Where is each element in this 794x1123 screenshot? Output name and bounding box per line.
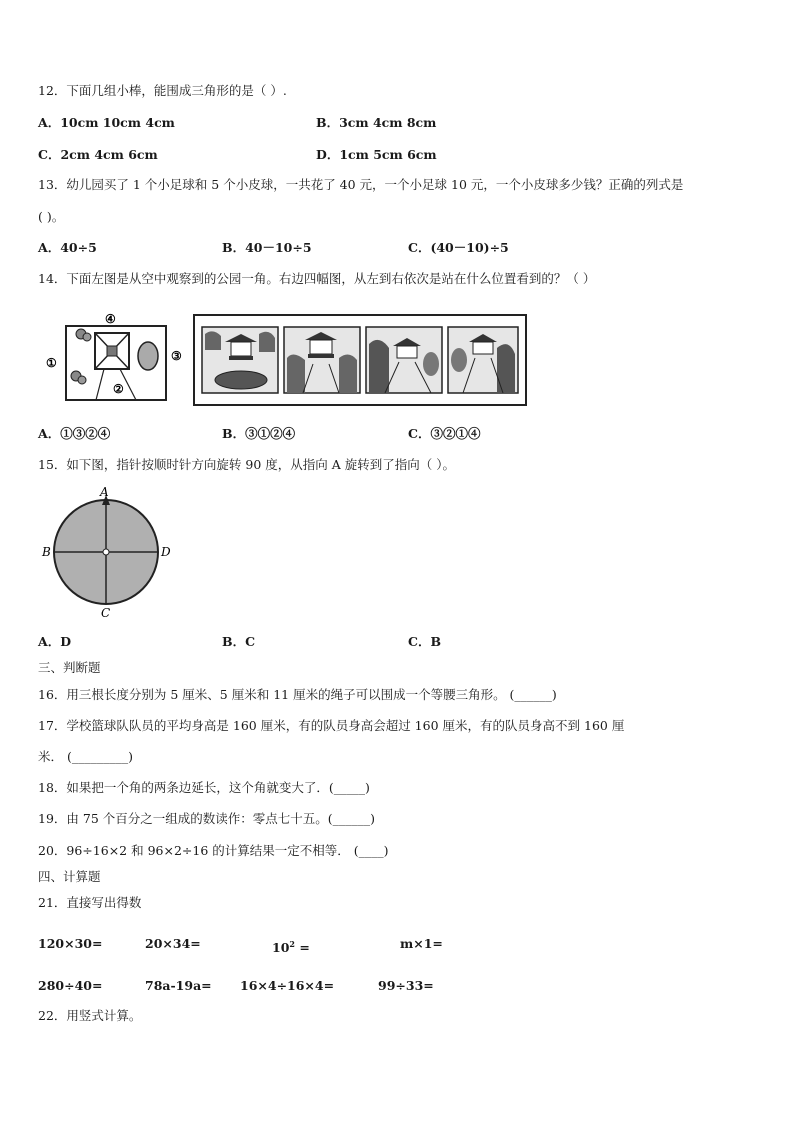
map-label-3: ③ (171, 349, 182, 363)
q12-option-b[interactable]: B．3cm 4cm 8cm (316, 115, 437, 130)
power-exponent: 2 (289, 939, 295, 949)
view-pictures-figure (193, 314, 527, 406)
q20-text: 20．96÷16×2 和 96×2÷16 的计算结果一定不相等． (____) (38, 843, 389, 858)
q13-option-c[interactable]: C．(40－10)÷5 (408, 240, 509, 255)
calc-item: 280÷40= (38, 978, 103, 993)
calc-item-power (272, 936, 310, 956)
power-base: 10 (272, 940, 290, 956)
map-label-1: ① (46, 356, 57, 370)
q21-text: 21．直接写出得数 (38, 895, 142, 910)
power-equals: = (294, 940, 310, 956)
section-heading-judgement: 三、判断题 (38, 660, 101, 675)
q13-text-cont: ( )。 (38, 209, 65, 224)
q16-text: 16．用三根长度分别为 5 厘米、5 厘米和 11 厘米的绳子可以围成一个等腰三角形。 (______) (38, 687, 557, 702)
calc-item: 20×34= (145, 936, 201, 951)
q18-text: 18．如果把一个角的两条边延长，这个角就变大了．(_____) (38, 780, 370, 795)
dial-label-d: D (161, 545, 171, 559)
map-label-2: ② (113, 382, 124, 396)
dial-label-c: C (101, 606, 111, 620)
view-picture-3 (366, 327, 442, 393)
q12-option-d[interactable]: D．1cm 5cm 6cm (316, 147, 437, 162)
calc-item: m×1= (400, 936, 443, 951)
q13-option-a[interactable]: A．40÷5 (38, 240, 97, 255)
q13-text: 13．幼儿园买了 1 个小足球和 5 个小皮球，一共花了 40 元，一个小足球 10 元，一个小皮球多少钱？正确的列式是 (38, 177, 684, 192)
dial-figure (40, 485, 180, 620)
dial-label-a: A (100, 485, 109, 499)
section-heading-calculation: 四、计算题 (38, 869, 101, 884)
q13-option-b[interactable]: B．40－10÷5 (222, 240, 312, 255)
calc-item: 120×30= (38, 936, 103, 951)
map-label-4: ④ (105, 312, 116, 326)
calc-item: 16×4÷16×4= (240, 978, 335, 993)
view-picture-1 (202, 327, 278, 393)
park-map-figure (44, 310, 189, 405)
q22-text: 22．用竖式计算。 (38, 1008, 142, 1023)
q12-option-a[interactable]: A．10cm 10cm 4cm (38, 115, 175, 130)
q12-text: 12．下面几组小棒，能围成三角形的是（ ）. (38, 83, 287, 98)
q19-text: 19．由 75 个百分之一组成的数读作：零点七十五。(______) (38, 811, 376, 826)
q12-option-c[interactable]: C．2cm 4cm 6cm (38, 147, 158, 162)
q17-text: 17．学校篮球队队员的平均身高是 160 厘米，有的队员身高会超过 160 厘米，有的队员身高不到 160 厘 (38, 718, 625, 733)
calc-item: 99÷33= (378, 978, 434, 993)
view-picture-2 (284, 327, 360, 393)
q15-option-c[interactable]: C．B (408, 634, 442, 649)
q15-text: 15．如下图，指针按顺时针方向旋转 90 度，从指向 A 旋转到了指向（ ）。 (38, 457, 455, 472)
q15-option-b[interactable]: B．C (222, 634, 256, 649)
q17-text-cont: 米． (_________) (38, 749, 133, 764)
q15-option-a[interactable]: A．D (38, 634, 72, 649)
calc-item: 78a-19a= (145, 978, 212, 993)
q14-option-a[interactable]: A．①③②④ (38, 426, 111, 441)
q14-text: 14．下面左图是从空中观察到的公园一角。右边四幅图，从左到右依次是站在什么位置看到的？（ ） (38, 271, 596, 286)
q14-option-c[interactable]: C．③②①④ (408, 426, 481, 441)
dial-label-b: B (42, 545, 51, 559)
view-picture-4 (448, 327, 518, 393)
q14-option-b[interactable]: B．③①②④ (222, 426, 296, 441)
